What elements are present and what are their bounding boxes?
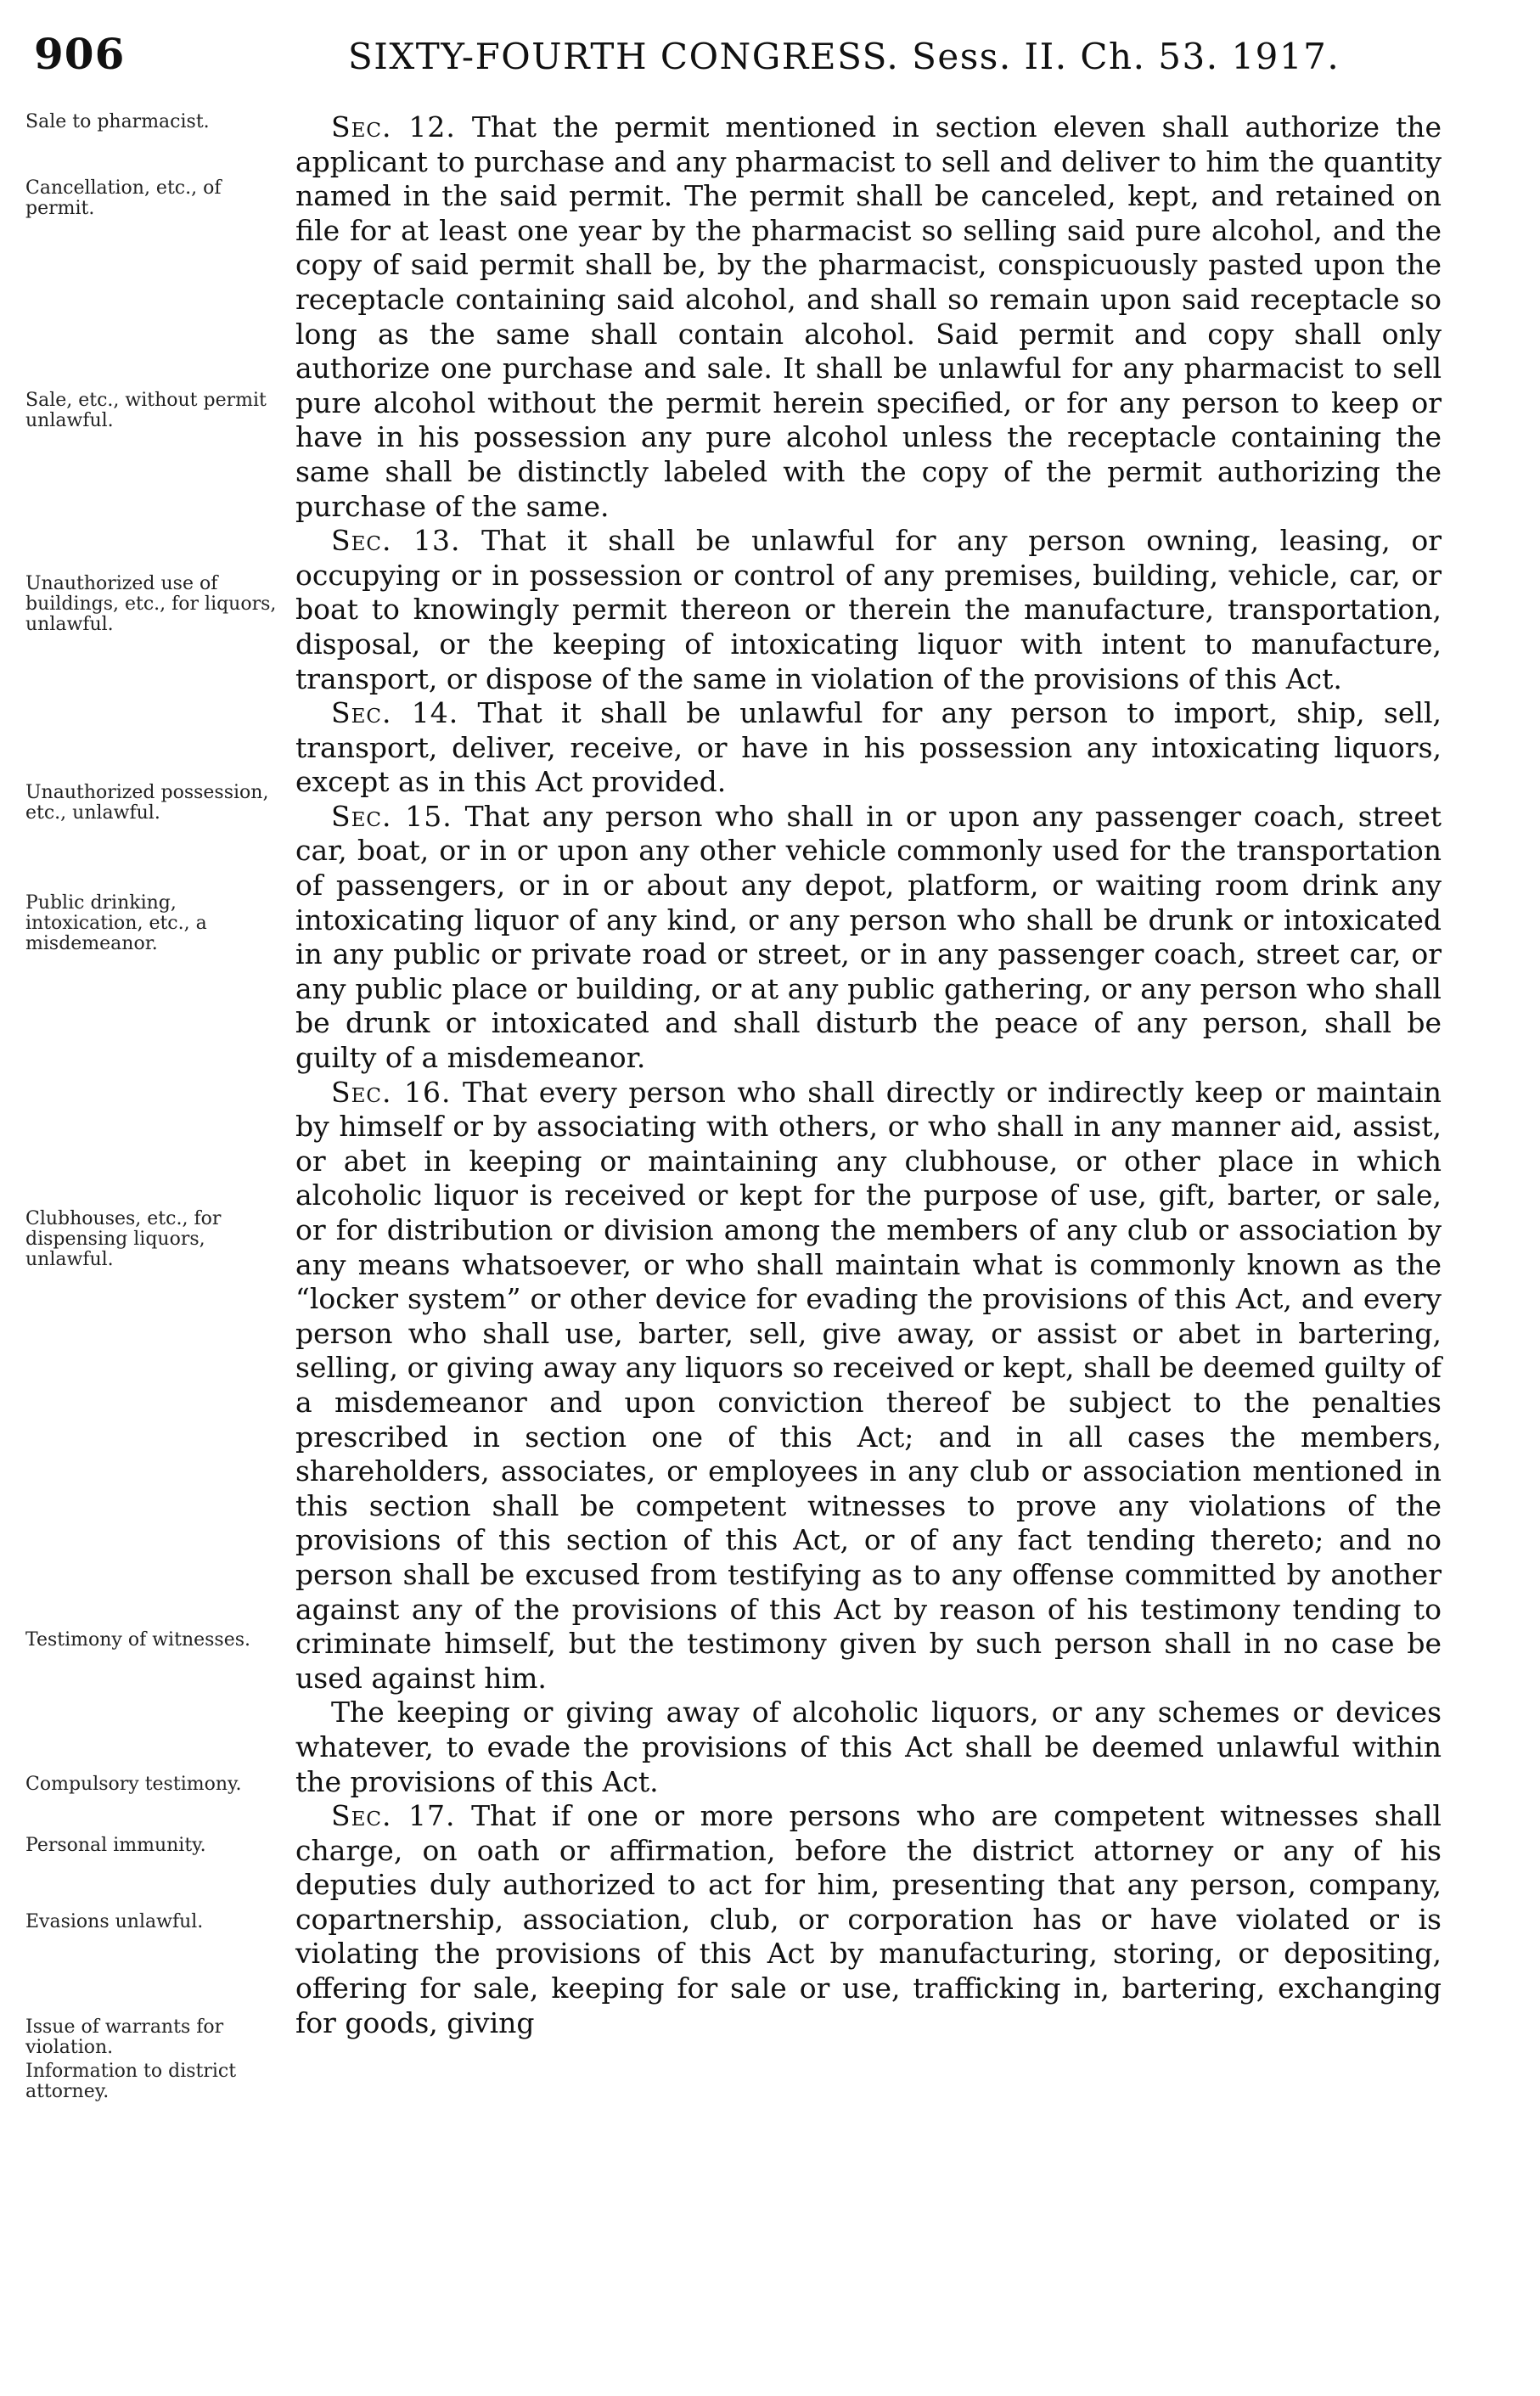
margin-note: Sale, etc., without permit unlawful. (25, 390, 267, 431)
section-text: That if one or more persons who are competent witnesses shall charge, on oath or affirmation, before the district attorney or any of his deputies duly authorized to act for him, presenting that any person, company, copartnership, association, club, or corporation has or have violated or is violating the provisions of this Act by manufacturing, storing, or depositing, offering for sale, keeping for sale or use, trafficking in, bartering, exchanging for goods, giving (295, 1799, 1442, 2039)
running-title: SIXTY-FOURTH CONGRESS. Sess. II. Ch. 53. 1917. (348, 36, 1340, 77)
margin-note: Information to district attorney. (25, 2061, 237, 2102)
margin-note: Issue of warrants for violation. (25, 2016, 224, 2058)
section-paragraph (295, 110, 1442, 524)
section-text: That the permit mentioned in section eleven shall authorize the applicant to purchase and any pharmacist to sell and deliver to him the quantity named in the said permit. The permit shall be canceled, kept, and retained on file for at least one year by the pharmacist so selling said pure alcohol, and the copy of said permit shall be, by the pharmacist, conspicuously pasted upon the receptacle containing said alcohol, and shall so remain upon said receptacle so long as the same shall contain alcohol. Said permit and copy shall only authorize one purchase and sale. It shall be unlawful for any pharmacist to sell pure alcohol without the permit herein specified, or for any person to keep or have in his possession any pure alcohol unless the receptacle containing the same shall be distinctly labeled with the copy of the permit authorizing the purchase of the same. (295, 110, 1442, 523)
margin-note: Personal immunity. (25, 1835, 206, 1856)
section-label: Sec. 17. (331, 1799, 456, 1833)
section-label: Sec. 15. (331, 799, 452, 833)
section-text: That it shall be unlawful for any person to import, ship, sell, transport, deliver, receive, or have in his possession any intoxicating liquors, except as in this Act provided. (295, 696, 1442, 799)
main-text (295, 110, 1442, 2040)
section-label: Sec. 12. (331, 110, 456, 143)
section-paragraph (295, 1696, 1442, 1799)
margin-note: Cancellation, etc., of permit. (25, 177, 222, 219)
section-text: The keeping or giving away of alcoholic liquors, or any schemes or devices whatever, to evade the provisions of this Act shall be deemed unlawful within the provisions of this Act. (295, 1696, 1442, 1798)
page-number: 906 (34, 29, 126, 79)
section-paragraph (295, 1799, 1442, 2040)
section-text: That any person who shall in or upon any passenger coach, street car, boat, or in or upon any other vehicle commonly used for the transportation of passengers, or in or about any depot, platform, or waiting room drink any intoxicating liquor of any kind, or any person who shall be drunk or intoxicated in any public or private road or street, or in any passenger coach, street car, or any public place or building, or at any public gathering, or any person who shall be drunk or intoxicated and shall disturb the peace of any person, shall be guilty of a misdemeanor. (295, 799, 1442, 1075)
section-label: Sec. 14. (331, 696, 459, 730)
margin-note: Sale to pharmacist. (25, 111, 210, 132)
section-label: Sec. 16. (331, 1075, 452, 1109)
section-text: That it shall be unlawful for any person owning, leasing, or occupying or in possession or control of any premises, building, vehicle, car, or boat to knowingly permit thereon or therein the manufacture, transportation, disposal, or the keeping of intoxicating liquor with intent to manufacture, transport, or dispose of the same in violation of the provisions of this Act. (295, 524, 1442, 695)
section-paragraph (295, 696, 1442, 800)
section-paragraph (295, 800, 1442, 1076)
margin-note: Compulsory testimony. (25, 1774, 242, 1795)
margin-note: Testimony of witnesses. (25, 1629, 251, 1651)
section-paragraph (295, 1076, 1442, 1696)
margin-note: Unauthorized possession, etc., unlawful. (25, 782, 269, 824)
margin-note: Evasions unlawful. (25, 1911, 204, 1932)
margin-note: Clubhouses, etc., for dispensing liquors, unlawful. (25, 1208, 222, 1270)
section-label: Sec. 13. (331, 524, 461, 558)
margin-note: Public drinking, intoxication, etc., a misdemeanor. (25, 892, 207, 954)
section-paragraph (295, 524, 1442, 696)
section-text: That every person who shall directly or indirectly keep or maintain by himself or by associating with others, or who shall in any manner aid, assist, or abet in keeping or maintaining any clubhouse, or other place in which alcoholic liquor is received or kept for the purpose of use, gift, barter, or sale, or for distribution or division among the members of any club or association by any means whatsoever, or who shall maintain what is commonly known as the “locker system” or other device for evading the provisions of this Act, and every person who shall use, barter, sell, give away, or assist or abet in bartering, selling, or giving away any liquors so received or kept, shall be deemed guilty of a misdemeanor and upon conviction thereof be subject to the penalties prescribed in section one of this Act; and in all cases the members, shareholders, associates, or employees in any club or association mentioned in this section shall be competent witnesses to prove any violations of the provisions of this section of this Act, or of any fact tending thereto; and no person shall be excused from testifying as to any offense committed by another against any of the provisions of this Act by reason of his testimony tending to criminate himself, but the testimony given by such person shall in no case be used against him. (295, 1075, 1442, 1695)
margin-note: Unauthorized use of buildings, etc., for liquors, unlawful. (25, 573, 277, 635)
